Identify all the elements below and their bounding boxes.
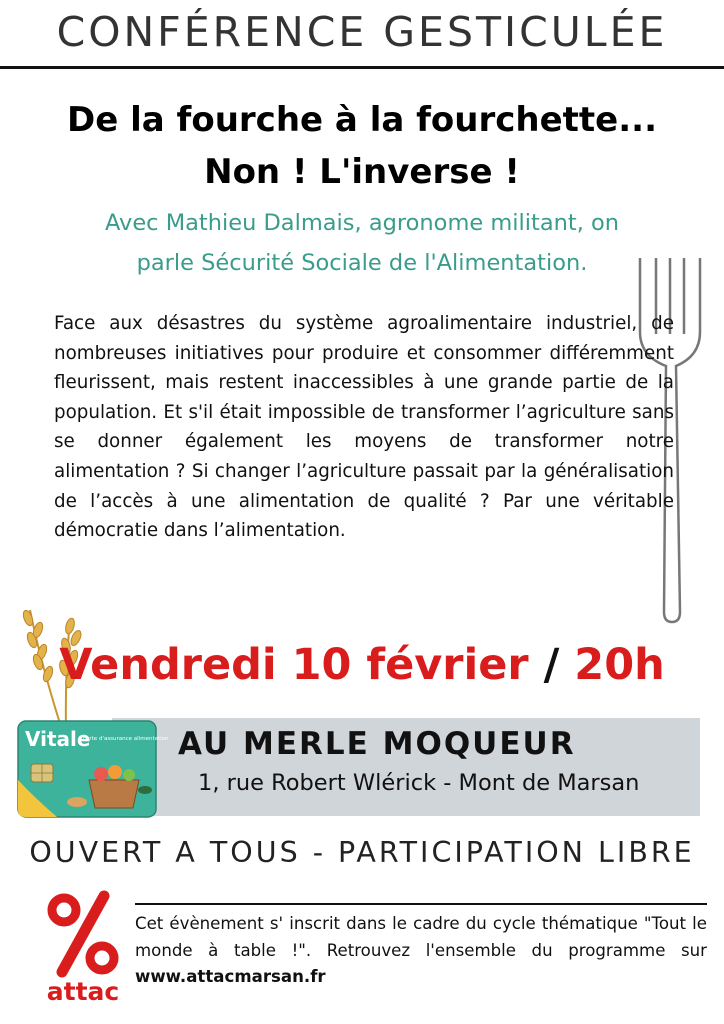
event-title-line1: De la fourche à la fourchette... [66,100,657,140]
attac-logo [42,888,124,1004]
venue-address: 1, rue Robert Wlérick - Mont de Marsan [198,770,640,796]
event-date-time [0,640,724,690]
card-subtitle: carte d'assurance alimentation [83,736,169,742]
footer-text [135,911,707,991]
footer-divider [135,903,707,905]
header-title: CONFÉRENCE GESTICULÉE [56,8,668,56]
website-link[interactable]: www.attacmarsan.fr [135,967,326,986]
event-time: 20h [574,640,665,690]
venue-name: AU MERLE MOQUEUR [178,726,576,762]
event-date: Vendredi 10 février [59,640,529,690]
event-description: Face aux désastres du système agroalimentaire industriel, de nombreuses initiatives pour produire et consommer différemment fleurissent, mais restent inaccessibles à une grande partie de la population. Et s'il était impossible de transformer l’agriculture sans se donner également les moyens de transformer notre alimentation ? Si changer l’agriculture passait par la généralisation de l’accès à une alimentation de qualité ? Par une véritable démocratie dans l’alimentation. [54,313,674,542]
event-subtitle-line2: parle Sécurité Sociale de l'Alimentation. [136,250,588,276]
attac-wordmark: attac [46,977,120,1006]
date-separator: / [528,640,575,690]
footer-text-body: Cet évènement s' inscrit dans le cadre du cycle thématique "Tout le monde à table !". Retrouvez l'ensemble du programme sur [135,914,707,960]
event-subtitle-line1: Avec Mathieu Dalmais, agronome militant, on [104,210,620,236]
access-info: OUVERT A TOUS - PARTICIPATION LIBRE [29,836,695,869]
card-title: Vitale [25,727,91,751]
header-divider [0,66,724,69]
event-title-line2: Non ! L'inverse ! [204,152,520,192]
vitale-card-icon [17,720,169,818]
